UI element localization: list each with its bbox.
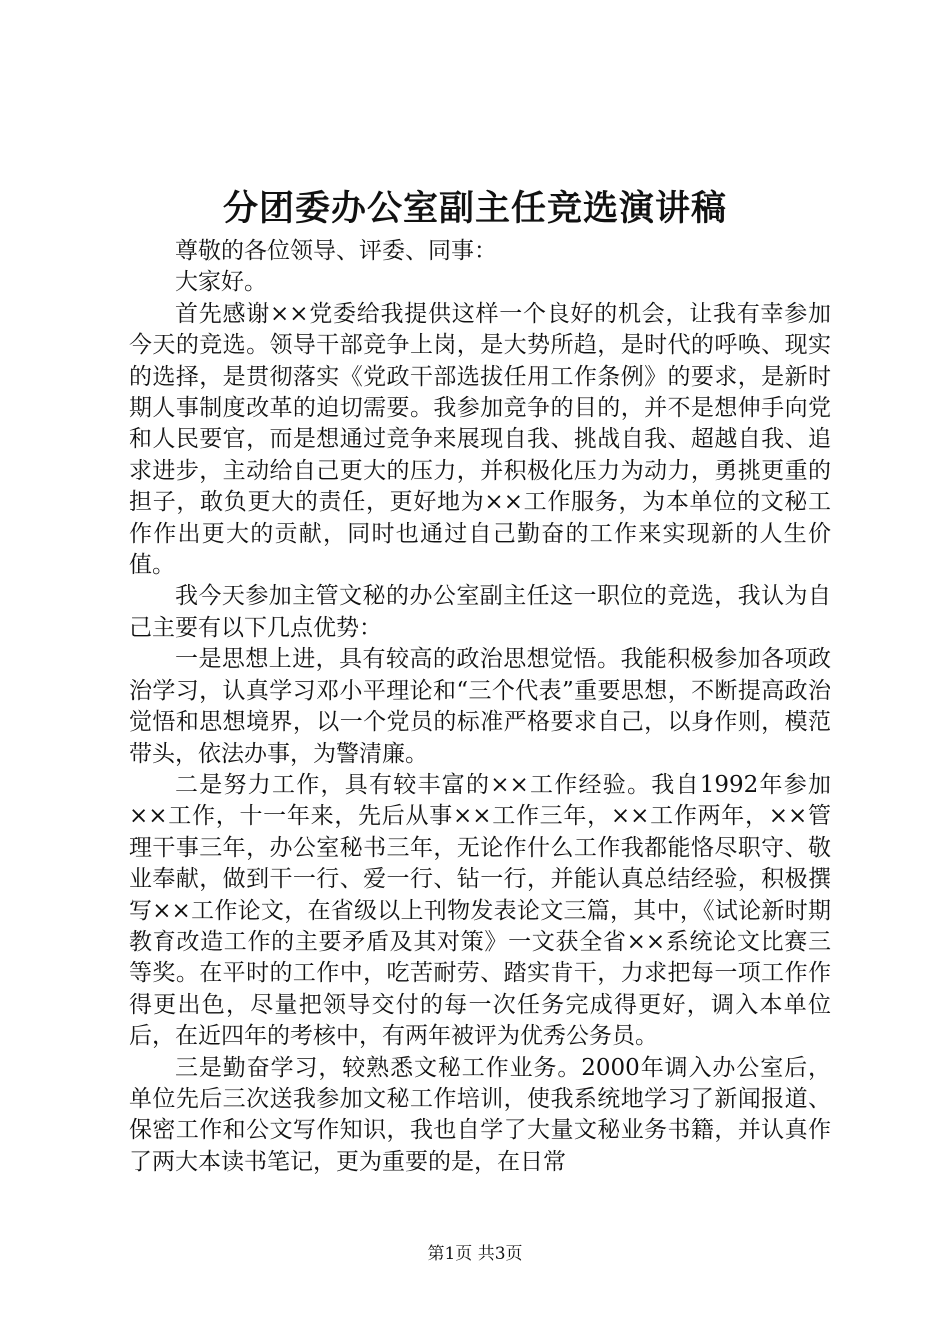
salutation: 尊敬的各位领导、评委、同事： [175,238,497,264]
paragraph: 一是思想上进，具有较高的政治思想觉悟。我能积极参加各项政治学习，认真学习邓小平理论和“三个代表”重要思想，不断提高政治觉悟和思想境界，以一个党员的标准严格要求自己，以身作则，模范带头，依法办事，为警清廉。 [129,646,831,767]
document-title: 分团委办公室副主任竞选演讲稿 [222,188,727,229]
paragraph: 我今天参加主管文秘的办公室副主任这一职位的竞选，我认为自己主要有以下几点优势： [129,583,831,641]
paragraph: 三是勤奋学习，较熟悉文秘工作业务。2000年调入办公室后，单位先后三次送我参加文秘工作培训，使我系统地学习了新闻报道、保密工作和公文写作知识，我也自学了大量文秘业务书籍，并认真作了两大本读书笔记，更为重要的是，在日常 [129,1054,831,1175]
paragraph: 首先感谢××党委给我提供这样一个良好的机会，让我有幸参加今天的竞选。领导干部竞争上岗，是大势所趋，是时代的呼唤、现实的选择，是贯彻落实《党政干部选拔任用工作条例》的要求，是新时期人事制度改革的迫切需要。我参加竞争的目的，并不是想伸手向党和人民要官，而是想通过竞争来展现自我、挑战自我、超越自我、追求进步，主动给自己更大的压力，并积极化压力为动力，勇挑更重的担子，敢负更大的责任，更好地为××工作服务，为本单位的文秘工作作出更大的贡献，同时也通过自己勤奋的工作来实现新的人生价值。 [129,300,831,579]
paragraph: 二是努力工作，具有较丰富的××工作经验。我自1992年参加××工作，十一年来，先后从事××工作三年，××工作两年，××管理干事三年，办公室秘书三年，无论作什么工作我都能恪尽职守、敬业奉献，做到干一行、爱一行、钻一行，并能认真总结经验，积极撰写××工作论文，在省级以上刊物发表论文三篇，其中，《试论新时期教育改造工作的主要矛盾及其对策》一文获全省××系统论文比赛三等奖。在平时的工作中，吃苦耐劳、踏实肯干，力求把每一项工作作得更出色，尽量把领导交付的每一次任务完成得更好，调入本单位后，在近四年的考核中，有两年被评为优秀公务员。 [129,771,831,1050]
page-number-footer: 第1页 共3页 [427,1244,523,1264]
greeting: 大家好。 [175,269,267,296]
document-body [129,236,831,1178]
